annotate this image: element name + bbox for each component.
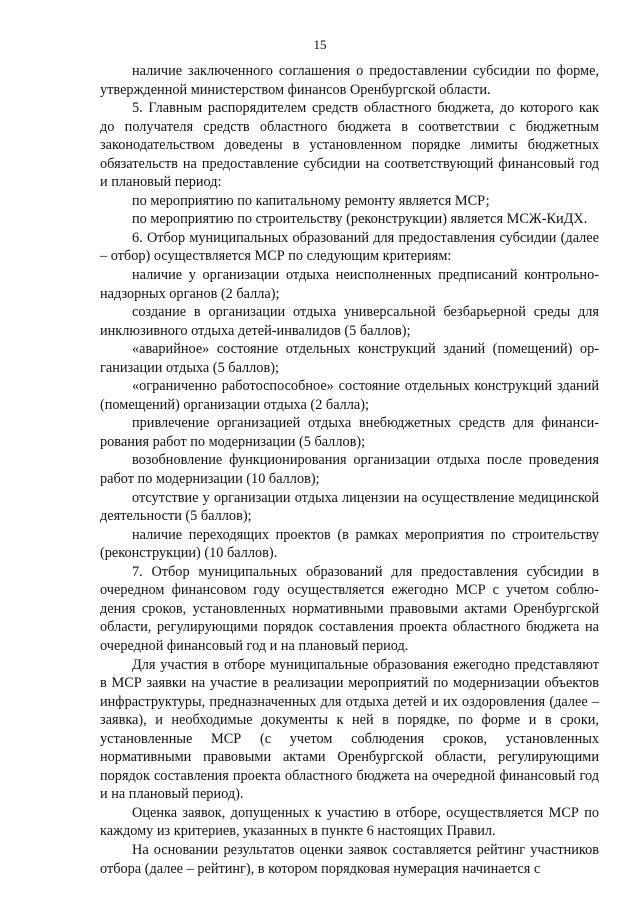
- paragraph: Для участия в отборе муниципальные образования ежегодно представляют в МСР заявки на участие в реализации мероприятий по модернизации объектов инфраструктуры, предназначенных для отдыха детей и их оздоровления (далее – заявка), и необходимые документы к ней в порядке, по форме и в сроки, установленные МСР (с учетом соблюдения сроков, установленных нормативными правовыми актами Оренбургской области, регулирующими порядок составления проекта областного бюджета на очередной финансовый год и на плановый период).: [100, 656, 599, 803]
- paragraph: 7. Отбор муниципальных образований для предоставления субсидии в очередном финансовом году осуществляется ежегодно МСР с учетом соблюдения сроков, установленных нормативными правовыми актами Оренбургской области, регулирующими порядок составления проекта областного бюджета на очередной финансовый год и на плановый период.: [100, 563, 599, 654]
- paragraph: наличие переходящих проектов (в рамках мероприятия по строительству (реконструкции) (10 баллов).: [100, 526, 599, 562]
- paragraph: наличие у организации отдыха неисполненных предписаний контрольно-надзорных органов (2 балла);: [100, 267, 599, 302]
- paragraph: по мероприятию по капитальному ремонту является МСР;: [132, 192, 490, 209]
- body-text: [100, 62, 599, 878]
- paragraph: 6. Отбор муниципальных образований для предоставления субсидии (далее – отбор) осуществляется МСР по следующим критериям:: [100, 229, 599, 265]
- paragraph: Оценка заявок, допущенных к участию в отборе, осуществляется МСР по каждому из критериев, указанных в пункте 6 настоящих Правил.: [100, 804, 599, 840]
- paragraph: «ограниченно работоспособное» состояние отдельных конструкций зданий (помещений) организации отдыха (2 балла);: [100, 378, 599, 413]
- paragraph: «аварийное» состояние отдельных конструкций зданий (помещений) организации отдыха (5 баллов);: [100, 341, 599, 376]
- paragraph: возобновление функционирования организации отдыха после проведения работ по модернизации (10 баллов);: [100, 452, 599, 488]
- paragraph: по мероприятию по строительству (реконструкции) является МСЖ-КиДХ.: [132, 211, 588, 228]
- paragraph: отсутствие у организации отдыха лицензии на осуществление медицинской деятельности (5 баллов);: [100, 489, 599, 525]
- paragraph: создание в организации отдыха универсальной безбарьерной среды для инклюзивного отдыха детей-инвалидов (5 баллов);: [100, 304, 599, 339]
- paragraph: 5. Главным распорядителем средств областного бюджета, до которого как до получателя средств областного бюджета в соответствии с бюджетным законодательством доведены в установленном порядке лимиты бюджетных обязательств на предоставление субсидии на соответствующий финансовый год и плановый период:: [100, 100, 599, 191]
- paragraph: привлечение организацией отдыха внебюджетных средств для финансирования работ по модернизации (5 баллов);: [100, 415, 599, 450]
- paragraph: На основании результатов оценки заявок составляется рейтинг участников отбора (далее – рейтинг), в котором порядковая нумерация начинается с: [100, 841, 599, 877]
- paragraph: наличие заключенного соглашения о предоставлении субсидии по форме, утвержденной министерством финансов Оренбургской области.: [100, 63, 599, 98]
- page-number: 15: [313, 37, 327, 52]
